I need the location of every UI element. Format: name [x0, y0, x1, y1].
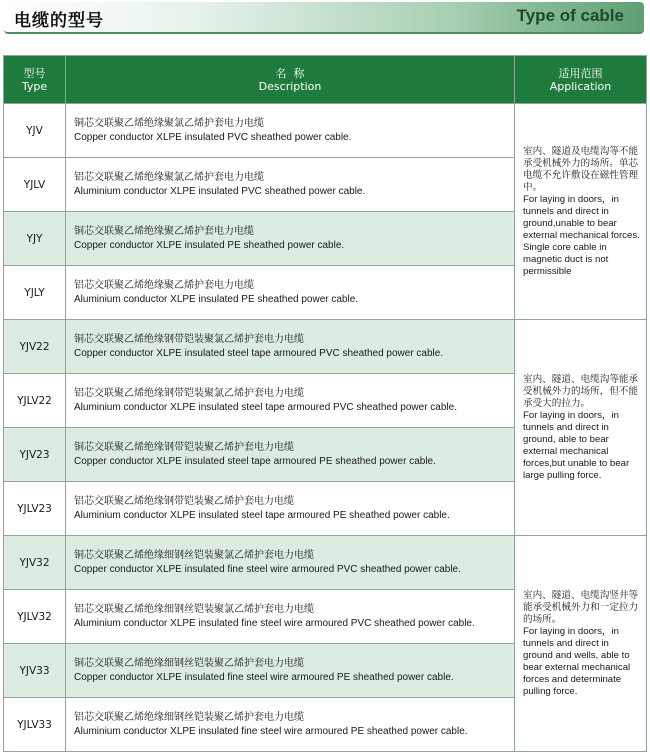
desc-en: Aluminium conductor XLPE insulated fine steel wire armoured PVC sheathed power cable.: [74, 617, 475, 629]
row-description: [66, 698, 515, 752]
row-description: [66, 266, 515, 320]
app-en: For laying in doors，in tunnels and direct in ground, able to bear external mechanical forces,but unable to bear large pulling force.: [523, 409, 630, 481]
desc-en: Aluminium conductor XLPE insulated fine steel wire armoured PE sheathed power cable.: [74, 725, 468, 737]
table-header-row: [4, 56, 647, 104]
row-description: [66, 428, 515, 482]
app-en: For laying in doors，in tunnels and direct in ground and wells, able to bear external mechanical forces and determinate pulling force.: [523, 625, 631, 697]
row-type: YJV: [4, 104, 66, 158]
desc-zh: 铜芯交联聚乙烯绝缘细钢丝铠装聚氯乙烯护套电力电缆: [74, 549, 314, 561]
desc-en: Copper conductor XLPE insulated steel tape armoured PE sheathed power cable.: [74, 455, 436, 467]
header-app-zh: 适用范围: [558, 66, 603, 80]
row-description: [66, 644, 515, 698]
row-description: [66, 374, 515, 428]
table-row: [4, 104, 647, 158]
desc-en: Copper conductor XLPE insulated steel tape armoured PVC sheathed power cable.: [74, 347, 444, 359]
cable-type-table: [3, 55, 647, 752]
desc-zh: 铝芯交联聚乙烯绝缘钢带铠装聚乙烯护套电力电缆: [74, 495, 294, 507]
desc-zh: 铜芯交联聚乙烯绝缘细钢丝铠装聚乙烯护套电力电缆: [74, 657, 304, 669]
desc-en: Copper conductor XLPE insulated PE sheathed power cable.: [74, 239, 345, 251]
row-type: YJLV33: [4, 698, 66, 752]
header-desc-en: Description: [258, 79, 322, 93]
row-type: YJLY: [4, 266, 66, 320]
header-description: [66, 56, 515, 104]
desc-zh: 铜芯交联聚乙烯绝缘钢带铠装聚乙烯护套电力电缆: [74, 441, 294, 453]
table-row: [4, 536, 647, 590]
desc-zh: 铝芯交联聚乙烯绝缘聚乙烯护套电力电缆: [74, 279, 254, 291]
row-description: [66, 212, 515, 266]
header-desc-zh: 名 称: [275, 66, 305, 80]
app-zh: 室内、隧道、电缆沟等能承受机械外力的场所，但不能承受大的拉力。: [523, 373, 639, 409]
desc-en: Copper conductor XLPE insulated fine steel wire armoured PVC sheathed power cable.: [74, 563, 461, 575]
header-banner: [4, 2, 644, 34]
row-description: [66, 536, 515, 590]
header-type-zh: 型号: [23, 66, 46, 80]
desc-en: Aluminium conductor XLPE insulated steel tape armoured PE sheathed power cable.: [74, 509, 450, 521]
desc-en: Copper conductor XLPE insulated PVC sheathed power cable.: [74, 131, 352, 143]
desc-zh: 铝芯交联聚乙烯绝缘钢带铠装聚氯乙烯护套电力电缆: [74, 387, 304, 399]
application-cell: [515, 320, 647, 536]
row-type: YJV22: [4, 320, 66, 374]
row-description: [66, 104, 515, 158]
desc-en: Aluminium conductor XLPE insulated PE sheathed power cable.: [74, 293, 359, 305]
row-description: [66, 482, 515, 536]
desc-zh: 铜芯交联聚乙烯绝缘钢带铠装聚氯乙烯护套电力电缆: [74, 333, 304, 345]
row-type: YJV33: [4, 644, 66, 698]
row-type: YJV32: [4, 536, 66, 590]
table-row: [4, 320, 647, 374]
desc-zh: 铜芯交联聚乙烯绝缘聚氯乙烯护套电力电缆: [74, 117, 264, 129]
desc-en: Aluminium conductor XLPE insulated steel tape armoured PVC sheathed power cable.: [74, 401, 457, 413]
header-application: [515, 56, 647, 104]
header-type: [4, 56, 66, 104]
desc-zh: 铝芯交联聚乙烯绝缘聚氯乙烯护套电力电缆: [74, 171, 264, 183]
desc-zh: 铜芯交联聚乙烯绝缘聚乙烯护套电力电缆: [74, 225, 254, 237]
desc-zh: 铝芯交联聚乙烯绝缘细钢丝铠装聚乙烯护套电力电缆: [74, 711, 304, 723]
application-cell: [515, 104, 647, 320]
row-type: YJY: [4, 212, 66, 266]
row-description: [66, 158, 515, 212]
app-zh: 室内、隧道、电缆沟竖井等能承受机械外力和一定拉力的场所。: [523, 589, 639, 625]
page-title-zh: 电缆的型号: [14, 11, 104, 31]
header-type-en: Type: [21, 79, 48, 93]
row-type: YJLV: [4, 158, 66, 212]
row-type: YJV23: [4, 428, 66, 482]
row-type: YJLV22: [4, 374, 66, 428]
row-description: [66, 590, 515, 644]
desc-en: Aluminium conductor XLPE insulated PVC sheathed power cable.: [74, 185, 366, 197]
app-zh: 室内、隧道及电缆沟等不能承受机械外力的场所。单芯电缆不允许敷设在磁性管理中。: [523, 145, 639, 193]
row-type: YJLV23: [4, 482, 66, 536]
page-title-en: Type of cable: [516, 6, 624, 25]
row-description: [66, 320, 515, 374]
row-type: YJLV32: [4, 590, 66, 644]
desc-zh: 铝芯交联聚乙烯绝缘细钢丝铠装聚氯乙烯护套电力电缆: [74, 603, 314, 615]
desc-en: Copper conductor XLPE insulated fine steel wire armoured PE sheathed power cable.: [74, 671, 454, 683]
header-app-en: Application: [549, 79, 612, 93]
app-en: For laying in doors，in tunnels and direct in ground,unable to bear external mechanical forces. Single core cable in magnetic duct is not permissible: [523, 193, 640, 277]
application-cell: [515, 536, 647, 752]
